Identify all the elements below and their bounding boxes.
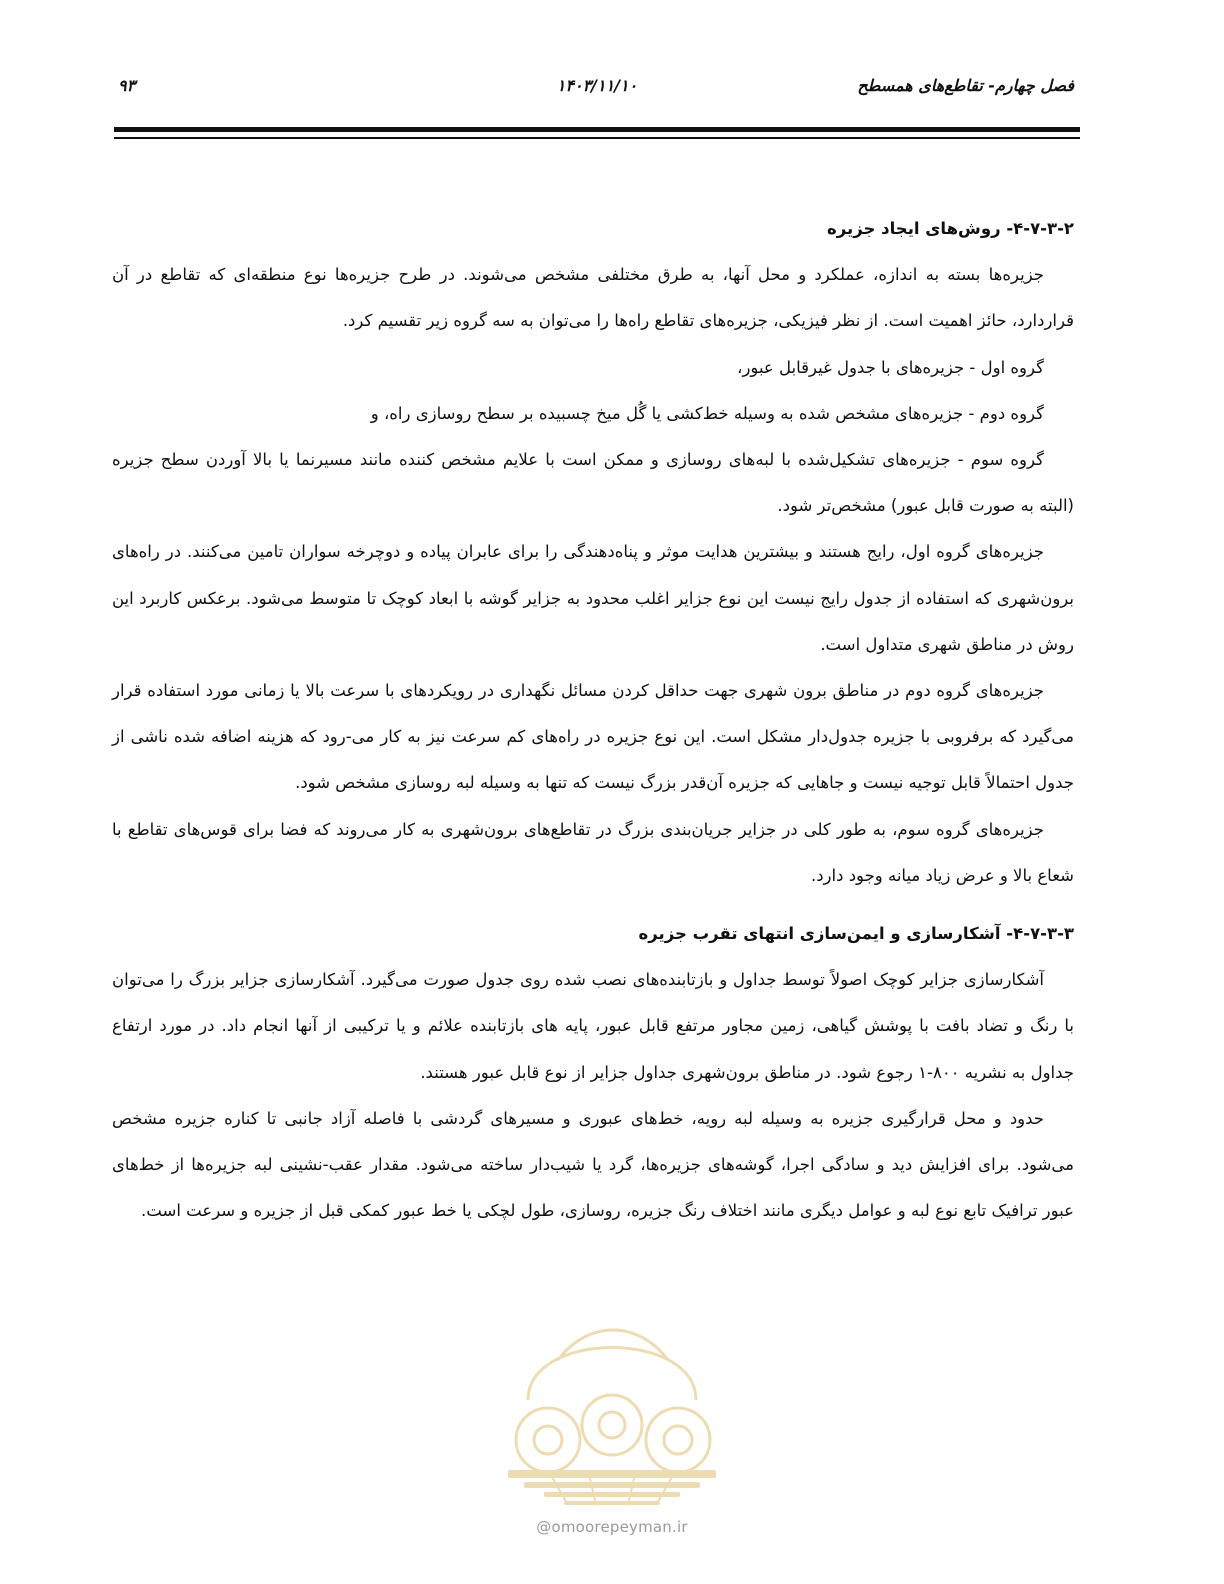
chapter-title: فصل چهارم- تقاطع‌های همسطح [857,76,1074,95]
header-rule-thin [114,137,1080,139]
section-heading-island-visibility: ۴-۷-۳-۳- آشکارسازی و ایمن‌سازی انتهای تقرب جزیره [638,924,1074,944]
header-rule-thick [114,127,1080,132]
document-body [112,206,1074,1234]
list-item-group-3: گروه سوم - جزیره‌های تشکیل‌شده با لبه‌های روسازی و ممکن است با علایم مشخص کننده مانند مسیرنما یا بالا آوردن سطح جزیره (البته به صورت قابل عبور) مشخص‌تر شود. [112,450,1074,516]
paragraph: حدود و محل قرارگیری جزیره به وسیله لبه رویه، خط‌های عبوری و مسیرهای گردشی با فاصله آزاد جانبی تا کناره جزیره مشخص می‌شود. برای افزایش دید و سادگی اجرا، گوشه‌های جزیره‌ها، گرد یا شیب‌دار ساخته می‌شود. مقدار عقب-نشینی لبه جزیره‌ها از خط‌های عبور ترافیک تابع نوع لبه و عوامل دیگری مانند اختلاف رنگ جزیره، روسازی، طول لچکی یا خط عبور کمکی قبل از جزیره و سرعت است. [112,1108,1074,1221]
paragraph: آشکارسازی جزایر کوچک اصولاً توسط جداول و بازتابنده‌های نصب شده روی جدول صورت می‌گیرد. آشکارسازی جزایر بزرگ را می‌توان با رنگ و تضاد بافت با پوشش گیاهی، زمین مجاور مرتفع قابل عبور، پایه های بازتابنده علائم و یا ترکیبی از آنها انجام داد. در مورد ارتفاع جداول به نشریه ۸۰۰-۱ رجوع شود. در مناطق برون‌شهری جداول جزایر از نوع قابل عبور هستند. [112,970,1074,1082]
paragraph: جزیره‌های گروه سوم، به طور کلی در جزایر جریان‌بندی بزرگ در تقاطع‌های برون‌شهری به کار می‌روند که فضا برای قوس‌های تقاطع با شعاع بالا و عرض زیاد میانه وجود دارد. [112,819,1074,885]
header-date: ۱۴۰۳/۱۱/۱۰ [556,76,638,95]
paragraph: جزیره‌های گروه دوم در مناطق برون شهری جهت حداقل کردن مسائل نگهداری در رویکردهای با سرعت بالا یا زمانی مورد استفاده قرار می‌گیرد که برفروبی با جزیره جدول‌دار مشکل است. این نوع جزیره در راه‌های کم سرعت نیز به کار می-رود که هزینه اضافه شده ناشی از جدول احتمالاً قابل توجیه نیست و جاهایی که جزیره آن‌قدر بزرگ نیست که تنها به وسیله لبه روسازی مشخص شود. [112,681,1074,793]
page-number: ۹۳ [118,76,136,95]
section-heading-islands-methods: ۴-۷-۳-۲- روش‌های ایجاد جزیره [827,219,1074,238]
watermark-url: @omoorepeyman.ir [536,1518,688,1536]
list-item-group-2: گروه دوم - جزیره‌های مشخص شده به وسیله خط‌کشی یا گُل میخ چسبیده بر سطح روسازی راه، و [370,403,1044,423]
omoore-peyman-logo-icon [488,1290,736,1520]
paragraph: جزیره‌ها بسته به اندازه، عملکرد و محل آنها، به طرق مختلفی مشخص می‌شوند. در طرح جزیره‌ها نوع منطقه‌ای که تقاطع در آن قراردارد، حائز اهمیت است. از نظر فیزیکی، جزیره‌های تقاطع راه‌ها را می‌توان به سه گروه زیر تقسیم کرد. [112,265,1074,331]
list-item-group-1: گروه اول - جزیره‌های با جدول غیرقابل عبور، [737,357,1044,377]
paragraph: جزیره‌های گروه اول، رایج هستند و بیشترین هدایت موثر و پناه‌دهندگی را برای عابران پیاده و دوچرخه سواران تامین می‌کنند. در راه‌های برون‌شهری که استفاده از جدول رایج نیست این نوع جزایر اغلب محدود به جزایر گوشه با ابعاد کوچک تا متوسط می‌شود. برعکس کاربرد این روش در مناطق شهری متداول است. [112,542,1074,654]
page-header [114,72,1080,106]
